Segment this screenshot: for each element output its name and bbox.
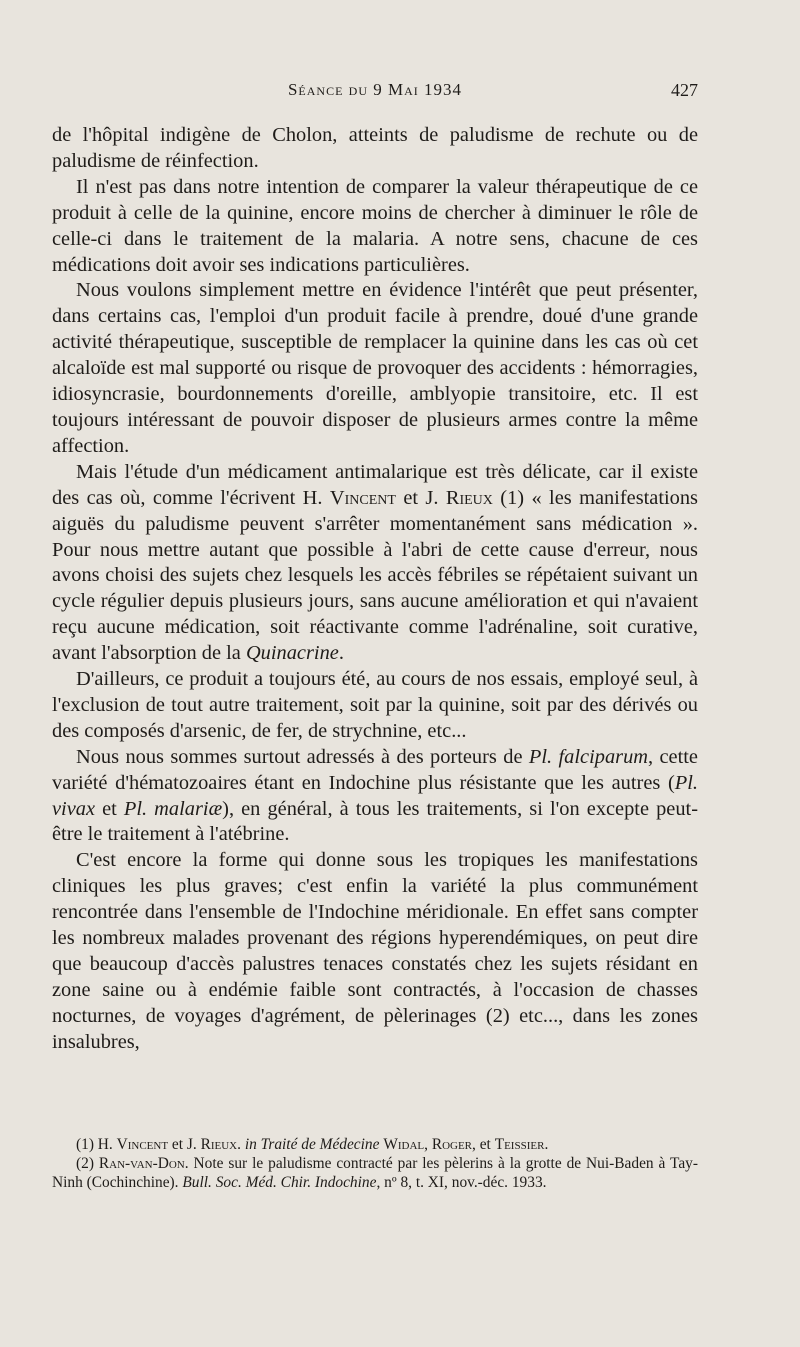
- footnote-author: Widal: [383, 1136, 425, 1153]
- paragraph-7: C'est encore la forme qui donne sous les tropiques les manifestations cliniques les plus graves; c'est enfin la variété la plus communément rencontrée dans l'ensemble de l'Indochine méridionale. En effet sans compter les nombreux malades provenant des régions hyperendémiques, on peut dire que beaucoup d'accès palustres tenaces constatés chez les sujets résidant en zone saine ou à endémie faible sont contractés, à l'occasion de chasses nocturnes, de voyages d'agrément, de pèlerinages (2) etc..., dans les zones insalubres,: [52, 849, 698, 1053]
- footnote-author: Teissier: [494, 1136, 545, 1153]
- paragraph-1: de l'hôpital indigène de Cholon, atteints de paludisme de rechute ou de paludisme de réinfection.: [52, 124, 698, 172]
- species-malariae: Pl. malariæ: [123, 797, 223, 820]
- footnote-title: in Traité de Médecine: [244, 1136, 380, 1153]
- footnote-text: ,: [424, 1136, 432, 1153]
- footnote-author: Roger: [431, 1136, 473, 1153]
- paragraph-2: Il n'est pas dans notre intention de comparer la valeur thérapeutique de ce produit à celle de la quinine, encore moins de chercher à diminuer le rôle de celle-ci dans le traitement de la malaria. A notre sens, chacune de ces médications doit avoir ses indications particulières.: [52, 175, 698, 276]
- text-run: Mais l'étude d'un médicament antimalarique est très délicate, car il existe des cas où, comme l'écrivent H.: [52, 460, 698, 509]
- page-header: [52, 80, 698, 110]
- footnote-1: [52, 1135, 698, 1154]
- footnote-text: .: [237, 1136, 245, 1153]
- footnote-journal: Bull. Soc. Méd. Chir. Indochine: [182, 1174, 377, 1191]
- running-title: Séance du 9 Mai 1934: [287, 80, 463, 99]
- footnote-text: . Note sur le paludisme contracté par les pèlerins à la grotte de Nui-Baden à Tay-Ninh (Cochinchine).: [52, 1155, 698, 1191]
- footnote-text: , et: [472, 1136, 495, 1153]
- footnote-2: [52, 1154, 698, 1192]
- text-run: (1) « les manifestations aiguës du paludisme peuvent s'arrêter momentanément sans médication ». Pour nous mettre autant que possible à l'abri de cette cause d'erreur, nous avons choisi des sujets chez lesquels les accès fébriles se répétaient suivant un cycle régulier depuis plusieurs jours, sans aucune amélioration et qui n'avaient reçu aucune médication, soit réactivante comme l'adrénaline, soit curative, avant l'absorption de la: [52, 486, 698, 665]
- page-number: 427: [671, 80, 698, 100]
- text-run: Nous nous sommes surtout adressés à des porteurs de: [76, 745, 529, 768]
- text-run: et: [95, 797, 124, 820]
- author-vincent: Vincent: [329, 486, 396, 509]
- text-run: ), en général, à tous les traitements, si l'on excepte peut-être le traitement à l'atébrine.: [52, 797, 698, 846]
- footnote-author: Ran-van-Don: [98, 1155, 185, 1172]
- footnotes: [52, 1135, 698, 1192]
- paragraph-6: [52, 745, 698, 849]
- drug-name-quinacrine: Quinacrine: [245, 642, 339, 665]
- text-run: et J.: [395, 486, 446, 509]
- author-rieux: Rieux: [445, 486, 493, 509]
- text-run: .: [338, 642, 344, 665]
- footnote-text: , nº 8, t. XI, nov.-déc. 1933.: [376, 1174, 547, 1191]
- body-text: [52, 123, 698, 1056]
- footnote-author: Rieux: [200, 1136, 238, 1153]
- paragraph-4: [52, 460, 698, 667]
- paragraph-3: Nous voulons simplement mettre en évidence l'intérêt que peut présenter, dans certains cas, l'emploi d'un produit facile à prendre, doué d'une grande activité thérapeutique, susceptible de remplacer la quinine dans les cas où cet alcaloïde est mal supporté ou risque de provoquer des accidents : hémorragies, idiosyncrasie, bourdonnements d'oreille, amblyopie transitoire, etc. Il est toujours intéressant de pouvoir disposer de plusieurs armes contre la même affection.: [52, 279, 698, 457]
- species-vivax: Pl. vivax: [52, 771, 698, 820]
- paragraph-5: D'ailleurs, ce produit a toujours été, au cours de nos essais, employé seul, à l'exclusion de tout autre traitement, soit par la quinine, soit par des dérivés ou des composés d'arsenic, de fer, de strychnine, etc...: [52, 668, 698, 742]
- footnote-text: et J.: [168, 1136, 201, 1153]
- footnote-text: (1) H.: [76, 1136, 117, 1153]
- footnote-text: .: [544, 1136, 549, 1153]
- text-run: , cette variété d'hématozoaires étant en Indochine plus résistante que les autres (: [52, 745, 698, 794]
- footnote-author: Vincent: [116, 1136, 169, 1153]
- species-falciparum: Pl. falciparum: [528, 745, 648, 768]
- footnote-text: (2): [76, 1155, 99, 1172]
